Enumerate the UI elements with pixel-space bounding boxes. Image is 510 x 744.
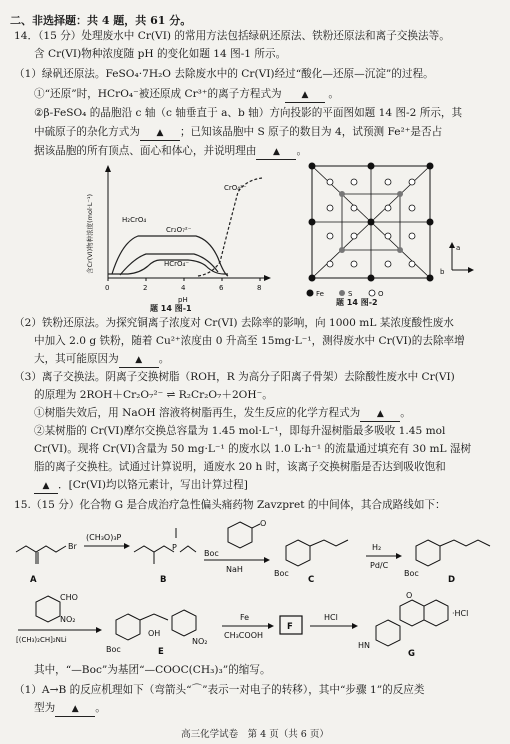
label-h2cro4: H₂CrO₄ [122,216,147,224]
lactam-o: O [406,591,413,600]
q14-2-c: 大，其可能原因为 ▲ 。 [34,353,169,368]
compound-b-p: P [172,543,177,552]
compound-d-structure [416,540,490,566]
label-cr2o7: Cr₂O₇²⁻ [166,226,192,234]
no2-e: NO₂ [192,637,208,646]
axis-b-label: b [440,268,445,276]
arrow-5-head [268,623,274,629]
section-header: 二、非选择题：共 4 题，共 61 分。 [10,14,192,27]
reagent-4: [(CH₃)₂CH]₂NLi [16,636,67,644]
q14-1-2-a: ②β-FeSO₄ 的晶胞沿 c 轴（c 轴垂直于 a、b 轴）方向投影的平面图如题 14 图-2 所示，其 [34,107,463,119]
q14-1-intro: （1）绿矾还原法。FeSO₄·7H₂O 去除废水中的 Cr(VI)经过“酸化—还原—沉淀”的过程。 [14,68,434,80]
x-tick-4: 4 [181,284,186,292]
label-g: G [408,649,415,658]
arrow-3-head [396,553,402,559]
legend-fe: Fe [316,290,324,298]
legend-s-marker [339,290,345,296]
legend-s: S [348,290,353,298]
q14-3-c: ①树脂失效后，用 NaOH 溶液将树脂再生，发生反应的化学方程式为 ▲ 。 [34,407,411,422]
answer-blank[interactable]: ▲ [119,354,159,368]
crystal-projection-figure [290,160,480,302]
label-e: E [158,647,164,657]
q14-3-c-text: ①树脂失效后，用 NaOH 溶液将树脂再生，发生反应的化学方程式为 [34,407,361,419]
reagent-6: HCl [324,613,338,622]
x-axis-label: pH [178,296,188,304]
q14-line-1: 14．（15 分）处理废水中 Cr(VI) 的常用方法包括绿矾还原法、铁粉还原法和离子交换法等。 [14,30,450,42]
answer-blank[interactable]: ▲ [360,408,400,422]
label-f: F [287,622,293,632]
answer-blank[interactable]: ▲ [55,703,95,717]
compound-c-structure [286,540,348,566]
legend-o: O [378,290,384,298]
q14-3-g [34,479,248,494]
page-footer: 高三化学试卷 第 4 页（共 6 页） [181,729,329,740]
reagent-5: Fe [240,613,250,622]
compound-a-structure [16,546,66,564]
answer-blank[interactable]: ▲ [140,127,180,141]
q14-line-2: 含 Cr(VI)物种浓度随 pH 的变化如题 14 图-1 所示。 [34,48,287,60]
nh-group: HN [358,641,370,650]
reagent-1: (CH₃O)₃P [86,533,122,542]
q14-2-a: （2）铁粉还原法。为探究铜离子浓度对 Cr(VI) 去除率的影响，向 1000 mL 某浓度酸性废水 [14,317,454,329]
ketone-o: O [260,519,267,528]
q15-intro: 15.（15 分）化合物 G 是合成治疗急性偏头痛药物 Zavzpret 的中间体，其合成路线如下： [14,499,446,511]
label-cro4: CrO₄²⁻ [224,184,247,192]
piperidinone-reagent [228,522,260,548]
no2-group: NO₂ [60,615,76,624]
q14-1-2-b-text: 中硫原子的杂化方式为 [34,126,140,138]
axis-a-label: a [456,244,461,252]
x-tick-8: 8 [257,284,262,292]
reagent-3: H₂ [372,543,382,552]
q14-2-b: 中加入 2.0 g 铁粉，随着 Cu²⁺浓度由 0 升高至 15mg·L⁻¹，测得废水中 Cr(VI)的去除率增 [34,335,465,347]
fig2-caption: 题 14 图-2 [336,298,378,307]
label-a: A [30,575,37,585]
q15-1-b: 型为 ▲ 。 [34,702,106,717]
q14-1-2-b-text2: ；已知该晶胞中 S 原子的数目为 4，试预测 Fe²⁺是否占 [179,126,443,138]
arrow-6-head [352,623,358,629]
legend-fe-marker [307,290,314,297]
species-distribution-chart [78,162,278,312]
label-c: C [308,575,315,585]
x-tick-0: 0 [105,284,110,292]
q14-3-e: Cr(VI)。现将 Cr(VI)含量为 50 mg·L⁻¹ 的废水以 1.0 L·h⁻¹ 的流量通过填充有 30 mL 湿树 [34,443,472,455]
hcl-salt: ·HCl [452,609,469,618]
label-d: D [448,575,456,585]
reagent-5b: CH₃COOH [224,631,264,640]
compound-g-structure [376,600,448,646]
x-tick-6: 6 [219,284,224,292]
cho-group: CHO [60,593,78,602]
y-axis-label: 含Cr(VI)物种浓度(mol·L⁻¹) [86,193,94,274]
answer-blank[interactable]: ▲ [256,146,296,160]
oh-group: OH [148,629,161,638]
boc-4: Boc [106,645,121,654]
q14-1-2-c-text: 据该晶胞的所有顶点、面心和体心，并说明理由 [34,145,257,157]
label-hcro4: HCrO₄⁻ [164,260,190,268]
q14-1-1-text: ①“还原”时，HCrO₄⁻被还原成 Cr³⁺的离子方程式为 [34,88,282,100]
q14-3-b: 的原理为 2ROH＋Cr₂O₇²⁻ ⇌ R₂Cr₂O₇＋2OH⁻。 [34,389,273,401]
q14-2-c-text: 大，其可能原因为 [34,353,119,365]
arrow-1-head [124,543,130,549]
q14-1-2-c: 据该晶胞的所有顶点、面心和体心，并说明理由 ▲ 。 [34,145,307,160]
label-b: B [160,575,167,585]
compound-a-br: Br [68,542,77,551]
boc-3: Boc [404,569,419,578]
q14-3-a: （3）离子交换法。阴离子交换树脂（ROH，R 为高分子阳离子骨架）去除酸性废水中 Cr(VI) [14,371,455,383]
legend-o-marker [369,290,375,296]
boc-1: Boc [204,549,219,558]
answer-blank[interactable]: ▲ [285,89,325,103]
synthesis-route-row-2 [8,590,504,658]
q14-1-2-b [34,126,442,141]
q15-note: 其中，“—Boc”为基团“—COOC(CH₃)₃”的缩写。 [34,664,271,676]
arrow-2-head [264,557,270,563]
compound-b-structure [134,528,196,564]
synthesis-route-row-1 [8,516,504,588]
q14-3-f: 脂的离子交换柱。试通过计算说明，通废水 20 h 时，该离子交换树脂是否达到吸收饱和 [34,461,446,473]
reagent-3b: Pd/C [370,561,389,570]
reagent-2: NaH [226,565,243,574]
x-tick-2: 2 [143,284,148,292]
answer-blank[interactable]: ▲ [34,480,58,494]
arrow-4-head [96,627,102,633]
fig1-caption: 题 14 图-1 [150,304,192,313]
q14-3-g-text: ．[Cr(VI)均以铬元素计，写出计算过程] [58,479,248,491]
q15-1-b-text: 型为 [34,702,56,714]
q14-3-d: ②某树脂的 Cr(VI)摩尔交换总容量为 1.45 mol·L⁻¹，即每升湿树脂最多吸收 1.45 mol [34,425,446,437]
boc-2: Boc [274,569,289,578]
q15-1-a: （1）A→B 的反应机理如下（弯箭头“⌒”表示一对电子的转移），其中“步骤 1”的反应类 [14,684,425,696]
q14-1-1: ①“还原”时，HCrO₄⁻被还原成 Cr³⁺的离子方程式为 ▲ 。 [34,88,339,103]
nitrobenzaldehyde-structure [36,596,60,622]
